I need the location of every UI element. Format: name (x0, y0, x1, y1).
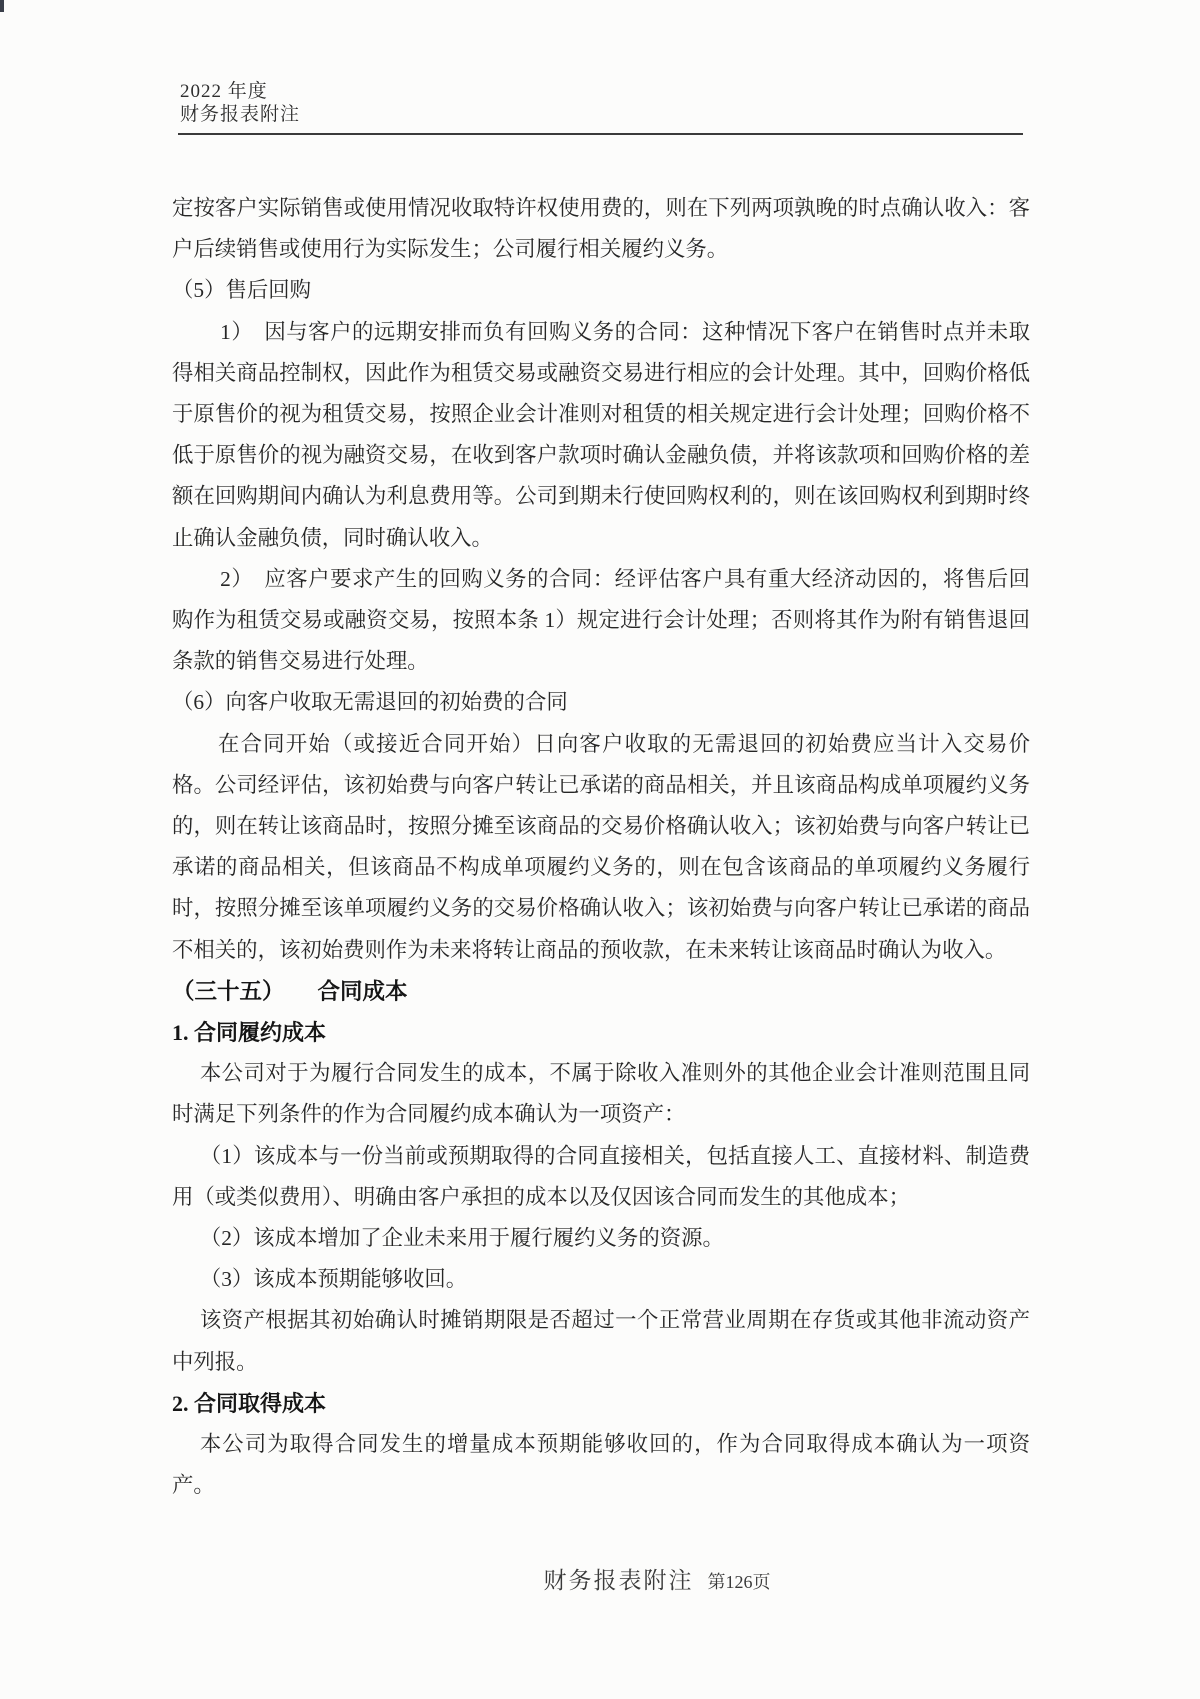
section-title: 合同成本 (317, 978, 408, 1004)
footer-title: 财务报表附注 (543, 1568, 694, 1593)
list-item-6-heading: （6）向客户收取无需退回的初始费的合同 (172, 690, 568, 715)
header-year: 2022 年度 (180, 81, 268, 102)
paragraph-condition-3: （3）该成本预期能够收回。 (199, 1267, 468, 1292)
paragraph-acquisition-cost: 本公司为取得合同发生的增量成本预期能够收回的，作为合同取得成本确认为一项资产。 (172, 1432, 1030, 1498)
section-number: （三十五） (172, 978, 285, 1004)
paragraph-asset-presentation: 该资产根据其初始确认时摊销期限是否超过一个正常营业周期在存货或其他非流动资产中列报。 (172, 1308, 1030, 1374)
footer-page-number: 第126页 (707, 1572, 771, 1592)
paragraph-condition-2: （2）该成本增加了企业未来用于履行履约义务的资源。 (199, 1226, 724, 1251)
paragraph-initial-fee: 在合同开始（或接近合同开始）日向客户收取的无需退回的初始费应当计入交易价格。公司经评估，该初始费与向客户转让已承诺的商品相关，并且该商品构成单项履约义务的，则在转让该商品时，按照分摊至该商品的交易价格确认收入；该初始费与向客户转让已承诺的商品相关，但该商品不构成单项履约义务的，则在包含该商品的单项履约义务履行时，按照分摊至该单项履约义务的交易价格确认收入；该初始费与向客户转让已承诺的商品不相关的，该初始费则作为未来将转让商品的预收款，在未来转让该商品时确认为收入。 (172, 731, 1030, 962)
header-doc-title: 财务报表附注 (180, 104, 301, 125)
section-35-heading (172, 971, 1030, 1012)
list-item-5-heading: （5）售后回购 (172, 278, 312, 303)
paragraph-royalty-continued: 定按客户实际销售或使用情况收取特许权使用费的，则在下列两项孰晚的时点确认收入：客户后续销售或使用行为实际发生；公司履行相关履约义务。 (172, 196, 1030, 262)
document-body (172, 188, 1030, 1507)
subheading-contract-performance-cost: 1. 合同履约成本 (172, 1020, 327, 1046)
numbered-paragraph-1: 1） 因与客户的远期安排而负有回购义务的合同：这种情况下客户在销售时点并未取得相关商品控制权，因此作为租赁交易或融资交易进行相应的会计处理。其中，回购价格低于原售价的视为租赁交易，按照企业会计准则对租赁的相关规定进行会计处理；回购价格不低于原售价的视为融资交易，在收到客户款项时确认金融负债，并将该款项和回购价格的差额在回购期间内确认为利息费用等。公司到期未行使回购权利的，则在该回购权利到期时终止确认金融负债，同时确认收入。 (172, 319, 1030, 550)
numbered-paragraph-2: 2） 应客户要求产生的回购义务的合同：经评估客户具有重大经济动因的，将售后回购作为租赁交易或融资交易，按照本条 1）规定进行会计处理；否则将其作为附有销售退回条款的销售交易进行处理。 (172, 566, 1030, 674)
paragraph-condition-1: （1）该成本与一份当前或预期取得的合同直接相关，包括直接人工、直接材料、制造费用（或类似费用）、明确由客户承担的成本以及仅因该合同而发生的其他成本； (172, 1143, 1030, 1209)
scan-artifact (0, 0, 4, 12)
page-header (180, 80, 300, 126)
subheading-contract-acquisition-cost: 2. 合同取得成本 (172, 1390, 327, 1416)
page-footer (0, 1562, 1200, 1595)
paragraph-performance-cost-intro: 本公司对于为履行合同发生的成本，不属于除收入准则外的其他企业会计准则范围且同时满足下列条件的作为合同履约成本确认为一项资产： (172, 1061, 1030, 1127)
header-divider (178, 133, 1023, 135)
